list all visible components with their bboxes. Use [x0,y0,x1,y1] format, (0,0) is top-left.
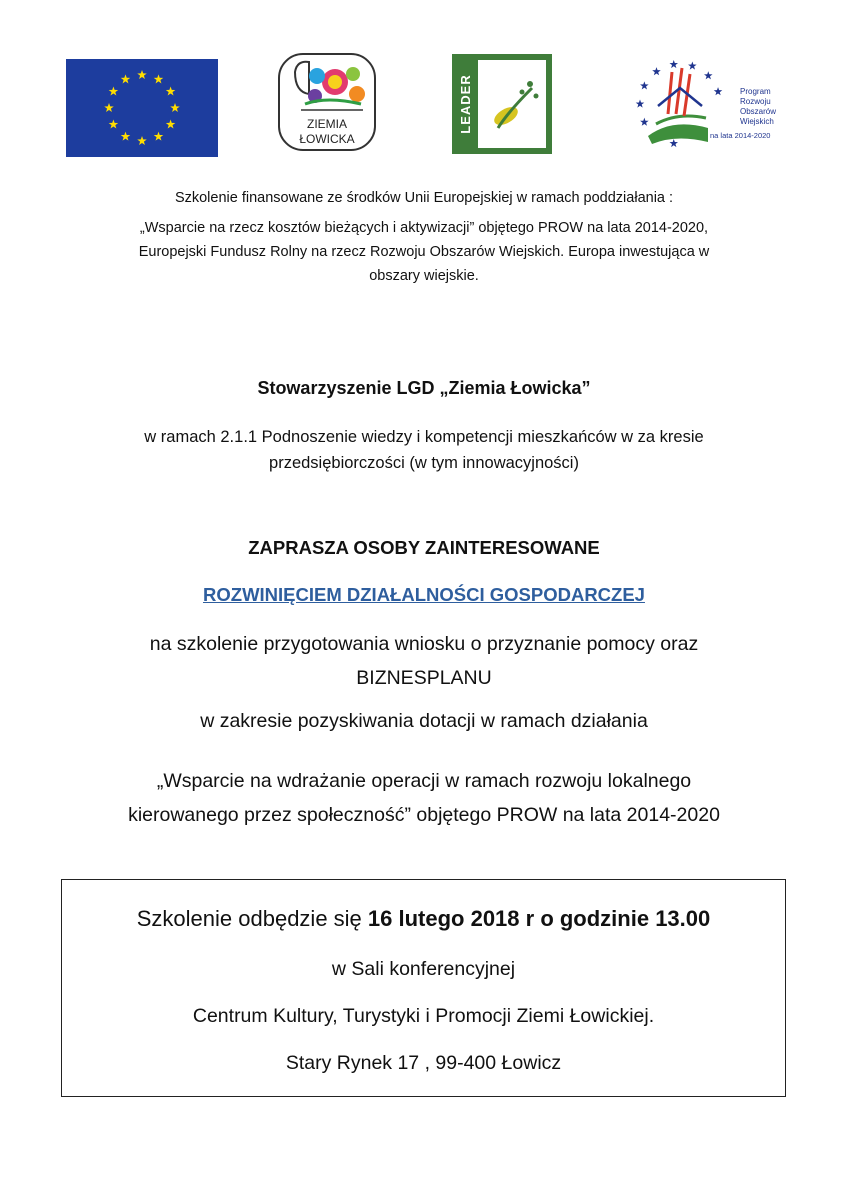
event-date-time: 16 lutego 2018 r o godzinie 13.00 [367,906,711,931]
event-room: w Sali konferencyjnej [331,958,516,980]
leader-logo [452,54,552,154]
prow-text-2: Rozwoju [740,97,771,106]
event-intro: Szkolenie odbędzie się [136,906,368,931]
prow-star-icon [704,71,713,79]
prow-star-icon [640,81,649,89]
description-line-1: na szkolenie przygotowania wniosku o przyznanie pomocy oraz [149,633,699,655]
organization-name: Stowarzyszenie LGD „Ziemia Łowicka” [257,378,591,398]
event-details-box [61,879,786,1097]
training-description [0,627,848,695]
prow-text-1: Program [740,87,771,96]
prow-text-4: Wiejskich [740,117,774,126]
measure-name [0,764,848,832]
prow-text-3: Obszarów [740,107,777,116]
event-address: Stary Rynek 17 , 99-400 Łowicz [285,1052,562,1074]
program-description [0,424,848,476]
prow-text-5: na lata 2014-2020 [710,131,771,140]
prow-logo [628,58,788,152]
logo-row [0,52,848,162]
funding-line-2: „Wsparcie na rzecz kosztów bieżących i aktywizacji” objętego PROW na lata 2014-2020, [139,220,709,236]
ziemia-logo-text-2: ŁOWICKA [299,132,355,146]
description-line-2: BIZNESPLANU [356,667,492,689]
prow-star-icon [669,139,678,147]
leader-logo-text: LEADER [458,74,473,134]
prow-star-icon [652,67,661,75]
program-line-1: w ramach 2.1.1 Podnoszenie wiedzy i kompetencji mieszkańców w za kresie [144,428,704,446]
funding-notice [0,186,848,288]
training-scope: w zakresie pozyskiwania dotacji w ramach działania [200,710,648,732]
prow-star-icon [669,60,678,68]
funding-line-3: Europejski Fundusz Rolny na rzecz Rozwoju Obszarów Wiejskich. Europa inwestująca w [138,244,710,260]
event-venue: Centrum Kultury, Turystyki i Promocji Ziemi Łowickiej. [192,1005,655,1027]
prow-star-icon [636,100,645,108]
measure-line-1: „Wsparcie na wdrażanie operacji w ramach rozwoju lokalnego [156,770,692,792]
funding-line-1: Szkolenie finansowane ze środków Unii Europejskiej w ramach poddziałania : [174,190,674,206]
funding-line-4: obszary wiejskie. [369,268,479,284]
invitation-topic: ROZWINIĘCIEM DZIAŁALNOŚCI GOSPODARCZEJ [203,584,645,605]
prow-star-icon [640,118,649,126]
event-date-line [62,906,785,932]
prow-star-icon [714,87,723,95]
invitation-headline: ZAPRASZA OSOBY ZAINTERESOWANE [248,537,600,558]
prow-star-icon [688,61,697,69]
measure-line-2: kierowanego przez społeczność” objętego PROW na lata 2014-2020 [128,804,720,826]
program-line-2: przedsiębiorczości (w tym innowacyjności) [269,454,579,472]
ziemia-lowicka-logo [265,52,387,156]
eu-flag-icon [66,59,218,157]
ziemia-logo-text-1: ZIEMIA [306,117,348,131]
